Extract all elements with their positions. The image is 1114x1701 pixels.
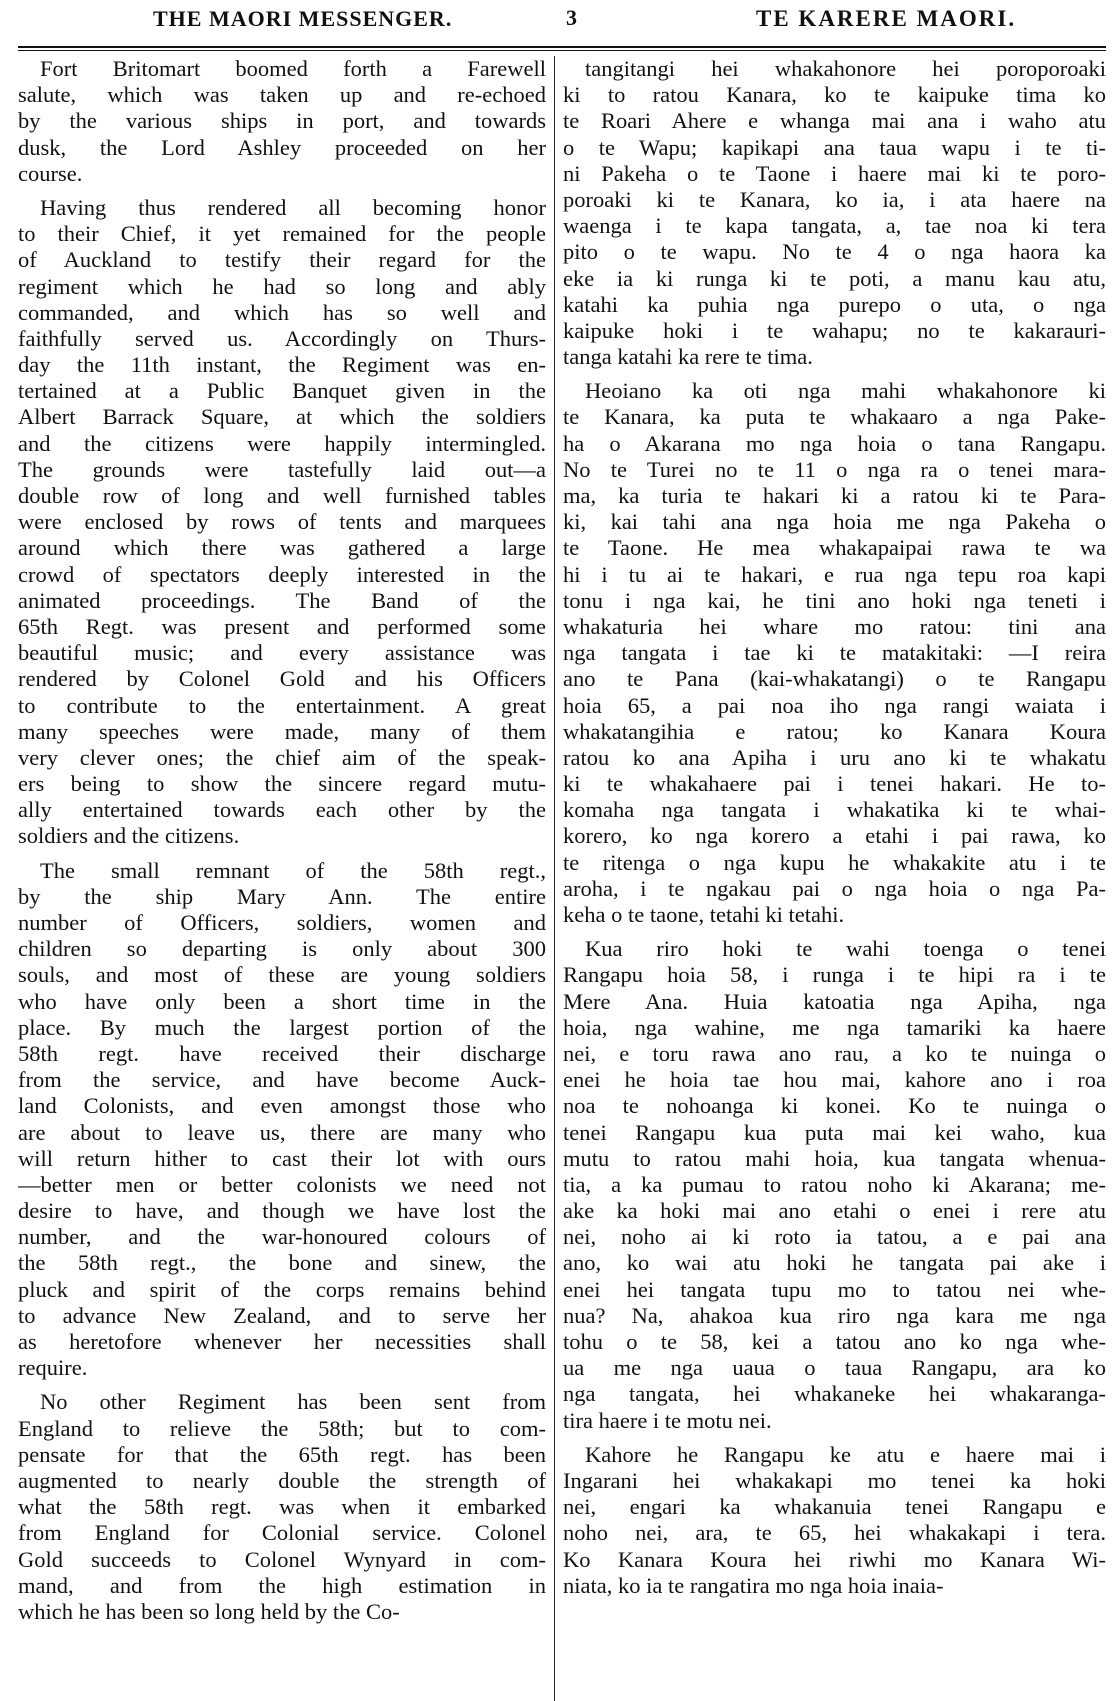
text-line: course.	[18, 160, 83, 186]
text-line: from England for Colonial service. Colonel	[18, 1520, 546, 1546]
paragraph	[18, 858, 546, 1382]
text-line: dusk, the Lord Ashley proceeded on her	[18, 134, 546, 160]
text-line: nua? Na, ahakoa kua riro nga kara me nga	[563, 1302, 1106, 1328]
masthead-rule	[18, 46, 1106, 48]
text-line: children so departing is only about 300	[18, 936, 546, 962]
text-line: augmented to nearly double the strength of	[18, 1467, 546, 1493]
text-line: tangitangi hei whakahonore hei poroporoaki	[585, 56, 1106, 81]
paragraph	[563, 1442, 1106, 1599]
text-line: 65th Regt. was present and performed some	[18, 613, 546, 639]
text-line: by the ship Mary Ann. The entire	[18, 883, 546, 909]
text-line: ano te Pana (kai-whakatangi) o te Rangapu	[563, 666, 1106, 692]
text-line: whakatangihia e ratou; ko Kanara Koura	[563, 718, 1106, 744]
text-line: which he has been so long held by the Co-	[18, 1598, 400, 1624]
text-line: faithfully served us. Accordingly on Thurs-	[18, 325, 546, 351]
text-line: noa te nohoanga ki konei. Ko te nuinga o	[563, 1093, 1106, 1119]
text-line: katahi ka puhia nga purepo o uta, o nga	[563, 291, 1106, 317]
text-line: ni Pakeha o te Taone i haere mai ki te poro-	[563, 160, 1106, 186]
text-line: Fort Britomart boomed forth a Farewell	[40, 56, 546, 81]
paragraph	[18, 56, 546, 187]
text-line: animated proceedings. The Band of the	[18, 587, 546, 613]
text-line: very clever ones; the chief aim of the speak-	[18, 744, 546, 770]
text-line: korero, ko nga korero a etahi i pai rawa, ko	[563, 823, 1106, 849]
text-line: to their Chief, it yet remained for the people	[18, 221, 546, 247]
paragraph	[563, 56, 1106, 370]
text-line: Having thus rendered all becoming honor	[40, 194, 546, 220]
text-line: The small remnant of the 58th regt.,	[40, 857, 546, 883]
paragraph-gap	[563, 370, 1106, 378]
text-line: ally entertained towards each other by the	[18, 797, 546, 823]
text-line: keha o te taone, tetahi ki tetahi.	[563, 902, 845, 927]
text-line: ua me nga uaua o taua Rangapu, ara ko	[563, 1355, 1106, 1381]
text-line: commanded, and which has so well and	[18, 299, 546, 325]
text-line: crowd of spectators deeply interested in the	[18, 561, 546, 587]
text-line: day the 11th instant, the Regiment was en-	[18, 352, 546, 378]
text-line: mutu to ratou mahi hoia, kua tangata whenua-	[563, 1145, 1106, 1171]
text-line: double row of long and well furnished tables	[18, 483, 546, 508]
text-line: Heoiano ka oti nga mahi whakahonore ki	[585, 378, 1106, 404]
text-line: The grounds were tastefully laid out—a	[18, 456, 546, 482]
text-line: soldiers and the citizens.	[18, 823, 240, 849]
english-column	[18, 56, 546, 1701]
masthead	[18, 0, 1106, 44]
text-line: ma, ka turia te hakari ki a ratou ki te Para-	[563, 483, 1106, 508]
text-line: of Auckland to testify their regard for the	[18, 247, 546, 273]
text-line: ki, kai tahi ana nga hoia me nga Pakeha o	[563, 509, 1106, 535]
text-line: enei hei tangata tupu mo to tatou nei whe-	[563, 1276, 1106, 1302]
text-line: ers being to show the sincere regard mutu-	[18, 771, 546, 797]
text-line: Rangapu hoia 58, i runga i te hipi ra i te	[563, 962, 1106, 988]
article-columns	[18, 56, 1106, 1701]
text-line: to advance New Zealand, and to serve her	[18, 1302, 546, 1328]
text-line: will return hither to cast their lot with ours	[18, 1145, 546, 1171]
text-line: souls, and most of these are young soldiers	[18, 962, 546, 988]
text-line: are about to leave us, there are many who	[18, 1119, 546, 1145]
text-line: te ritenga o nga kupu he whakakite atu i te	[563, 849, 1106, 875]
paragraph	[18, 195, 546, 850]
text-line: Ingarani hei whakakapi mo tenei ka hoki	[563, 1467, 1106, 1493]
text-line: tonu i nga kai, he tini ano hoki nga teneti i	[563, 587, 1106, 613]
text-line: Kua riro hoki te wahi toenga o tenei	[585, 936, 1106, 962]
text-line: nei, noho ai ki roto ia tatou, a e pai ana	[563, 1224, 1106, 1250]
text-line: desire to have, and though we have lost the	[18, 1198, 546, 1224]
text-line: ki te whakahaere pai i tenei hakari. He to-	[563, 771, 1106, 797]
masthead-maori-title: TE KARERE MAORI.	[756, 6, 1017, 31]
column-divider	[554, 56, 555, 1701]
text-line: kaipuke hoki i te wahapu; no te kakarauri-	[563, 317, 1106, 343]
paragraph	[563, 378, 1106, 928]
text-line: beautiful music; and every assistance was	[18, 640, 546, 666]
text-line: tira haere i te motu nei.	[563, 1407, 772, 1433]
text-line: pensate for that the 65th regt. has been	[18, 1441, 546, 1467]
paragraph	[563, 936, 1106, 1434]
text-line: Kahore he Rangapu ke atu e haere mai i	[585, 1441, 1106, 1467]
text-line: England to relieve the 58th; but to com-	[18, 1415, 546, 1441]
paragraph-gap	[18, 187, 546, 195]
text-line: number, and the war-honoured colours of	[18, 1224, 546, 1250]
text-line: tohu o te 58, kei a tatou ano ko nga whe-	[563, 1329, 1106, 1354]
text-line: eke ia ki runga ki te poti, a manu kau atu,	[563, 265, 1106, 291]
text-line: many speeches were made, many of them	[18, 718, 546, 744]
text-line: nei, e toru rawa ano rau, a ko te nuinga o	[563, 1040, 1106, 1066]
text-line: komaha nga tangata i whakatika ki te whai-	[563, 797, 1106, 823]
text-line: mand, and from the high estimation in	[18, 1572, 546, 1598]
text-line: tanga katahi ka rere te tima.	[563, 344, 813, 370]
text-line: rendered by Colonel Gold and his Officers	[18, 666, 546, 692]
text-line: ha o Akarana mo nga hoia o tana Rangapu.	[563, 430, 1106, 456]
text-line: who have only been a short time in the	[18, 988, 546, 1014]
text-line: from the service, and have become Auck-	[18, 1067, 546, 1093]
text-line: and the citizens were happily intermingled.	[18, 430, 546, 456]
text-line: ano, ko wai atu hoki he tangata pai ake i	[563, 1250, 1106, 1276]
text-line: ratou ko ana Apiha i uru ano ki te whakatu	[563, 744, 1106, 770]
text-line: nei, engari ka whakanuia tenei Rangapu e	[563, 1494, 1106, 1520]
text-line: Mere Ana. Huia katoatia nga Apiha, nga	[563, 988, 1106, 1014]
paragraph-gap	[18, 1381, 546, 1389]
text-line: land Colonists, and even amongst those who	[18, 1093, 546, 1119]
text-line: by the various ships in port, and towards	[18, 108, 546, 134]
paragraph-gap	[563, 928, 1106, 936]
text-line: enei he hoia tae hou mai, kahore ano i roa	[563, 1067, 1106, 1093]
masthead-rule-thin	[18, 50, 1106, 51]
text-line: as heretofore whenever her necessities shall	[18, 1329, 546, 1354]
text-line: place. By much the largest portion of the	[18, 1014, 546, 1040]
text-line: hoia 65, a pai noa iho nga rangi waiata i	[563, 692, 1106, 718]
text-line: —better men or better colonists we need not	[18, 1171, 546, 1197]
text-line: tia, a ka pumau to ratou noho ki Akarana; me-	[563, 1171, 1106, 1197]
paragraph-gap	[563, 1434, 1106, 1442]
text-line: tertained at a Public Banquet given in the	[18, 378, 546, 404]
maori-column	[563, 56, 1106, 1701]
text-line: ake ka hoki mai ano etahi o enei i rere atu	[563, 1198, 1106, 1224]
paragraph-gap	[18, 850, 546, 858]
text-line: Gold succeeds to Colonel Wynyard in com-	[18, 1546, 546, 1572]
text-line: to contribute to the entertainment. A great	[18, 692, 546, 718]
text-line: No other Regiment has been sent from	[40, 1389, 546, 1415]
text-line: around which there was gathered a large	[18, 535, 546, 561]
text-line: salute, which was taken up and re-echoed	[18, 82, 546, 108]
text-line: nga tangata i tae ki te matakitaki: —I reira	[563, 640, 1106, 666]
text-line: pito o te wapu. No te 4 o nga haora ka	[563, 239, 1106, 265]
text-line: what the 58th regt. was when it embarked	[18, 1494, 546, 1520]
text-line: te Taone. He mea whakapaipai rawa te wa	[563, 535, 1106, 561]
text-line: 58th regt. have received their discharge	[18, 1040, 546, 1066]
text-line: require.	[18, 1355, 88, 1381]
text-line: o te Wapu; kapikapi ana taua wapu i te ti-	[563, 134, 1106, 160]
text-line: number of Officers, soldiers, women and	[18, 910, 546, 935]
text-line: niata, ko ia te rangatira mo nga hoia inaia-	[563, 1572, 944, 1598]
text-line: hi i tu ai te hakari, e rua nga tepu roa kapi	[563, 561, 1106, 587]
text-line: poroaki ki te Kanara, ko ia, i ata haere na	[563, 186, 1106, 212]
text-line: pluck and spirit of the corps remains behind	[18, 1276, 546, 1302]
text-line: ki to ratou Kanara, ko te kaipuke tima ko	[563, 82, 1106, 108]
text-line: were enclosed by rows of tents and marquees	[18, 509, 546, 535]
text-line: tenei Rangapu kua puta mai kei waho, kua	[563, 1119, 1106, 1145]
text-line: aroha, i te ngakau pai o nga hoia o nga Pa-	[563, 875, 1106, 901]
masthead-english-title: THE MAORI MESSENGER.	[153, 6, 453, 31]
page-number: 3	[566, 5, 578, 30]
text-line: waenga i te kapa tangata, a, tae noa ki tera	[563, 213, 1106, 239]
text-line: te Kanara, ka puta te whakaaro a nga Pake-	[563, 404, 1106, 430]
text-line: whakaturia hei whare mo ratou: tini ana	[563, 613, 1106, 639]
text-line: noho nei, ara, te 65, hei whakakapi i tera.	[563, 1520, 1106, 1546]
text-line: Albert Barrack Square, at which the soldiers	[18, 404, 546, 430]
text-line: te Roari Ahere e whanga mai ana i waho atu	[563, 108, 1106, 134]
text-line: hoia, nga wahine, me nga tamariki ka haere	[563, 1014, 1106, 1040]
paragraph	[18, 1389, 546, 1625]
text-line: No te Turei no te 11 o nga ra o tenei mara-	[563, 456, 1106, 482]
text-line: nga tangata, hei whakaneke hei whakaranga-	[563, 1381, 1106, 1407]
text-line: Ko Kanara Koura hei riwhi mo Kanara Wi-	[563, 1546, 1106, 1572]
text-line: the 58th regt., the bone and sinew, the	[18, 1250, 546, 1276]
text-line: regiment which he had so long and ably	[18, 273, 546, 299]
